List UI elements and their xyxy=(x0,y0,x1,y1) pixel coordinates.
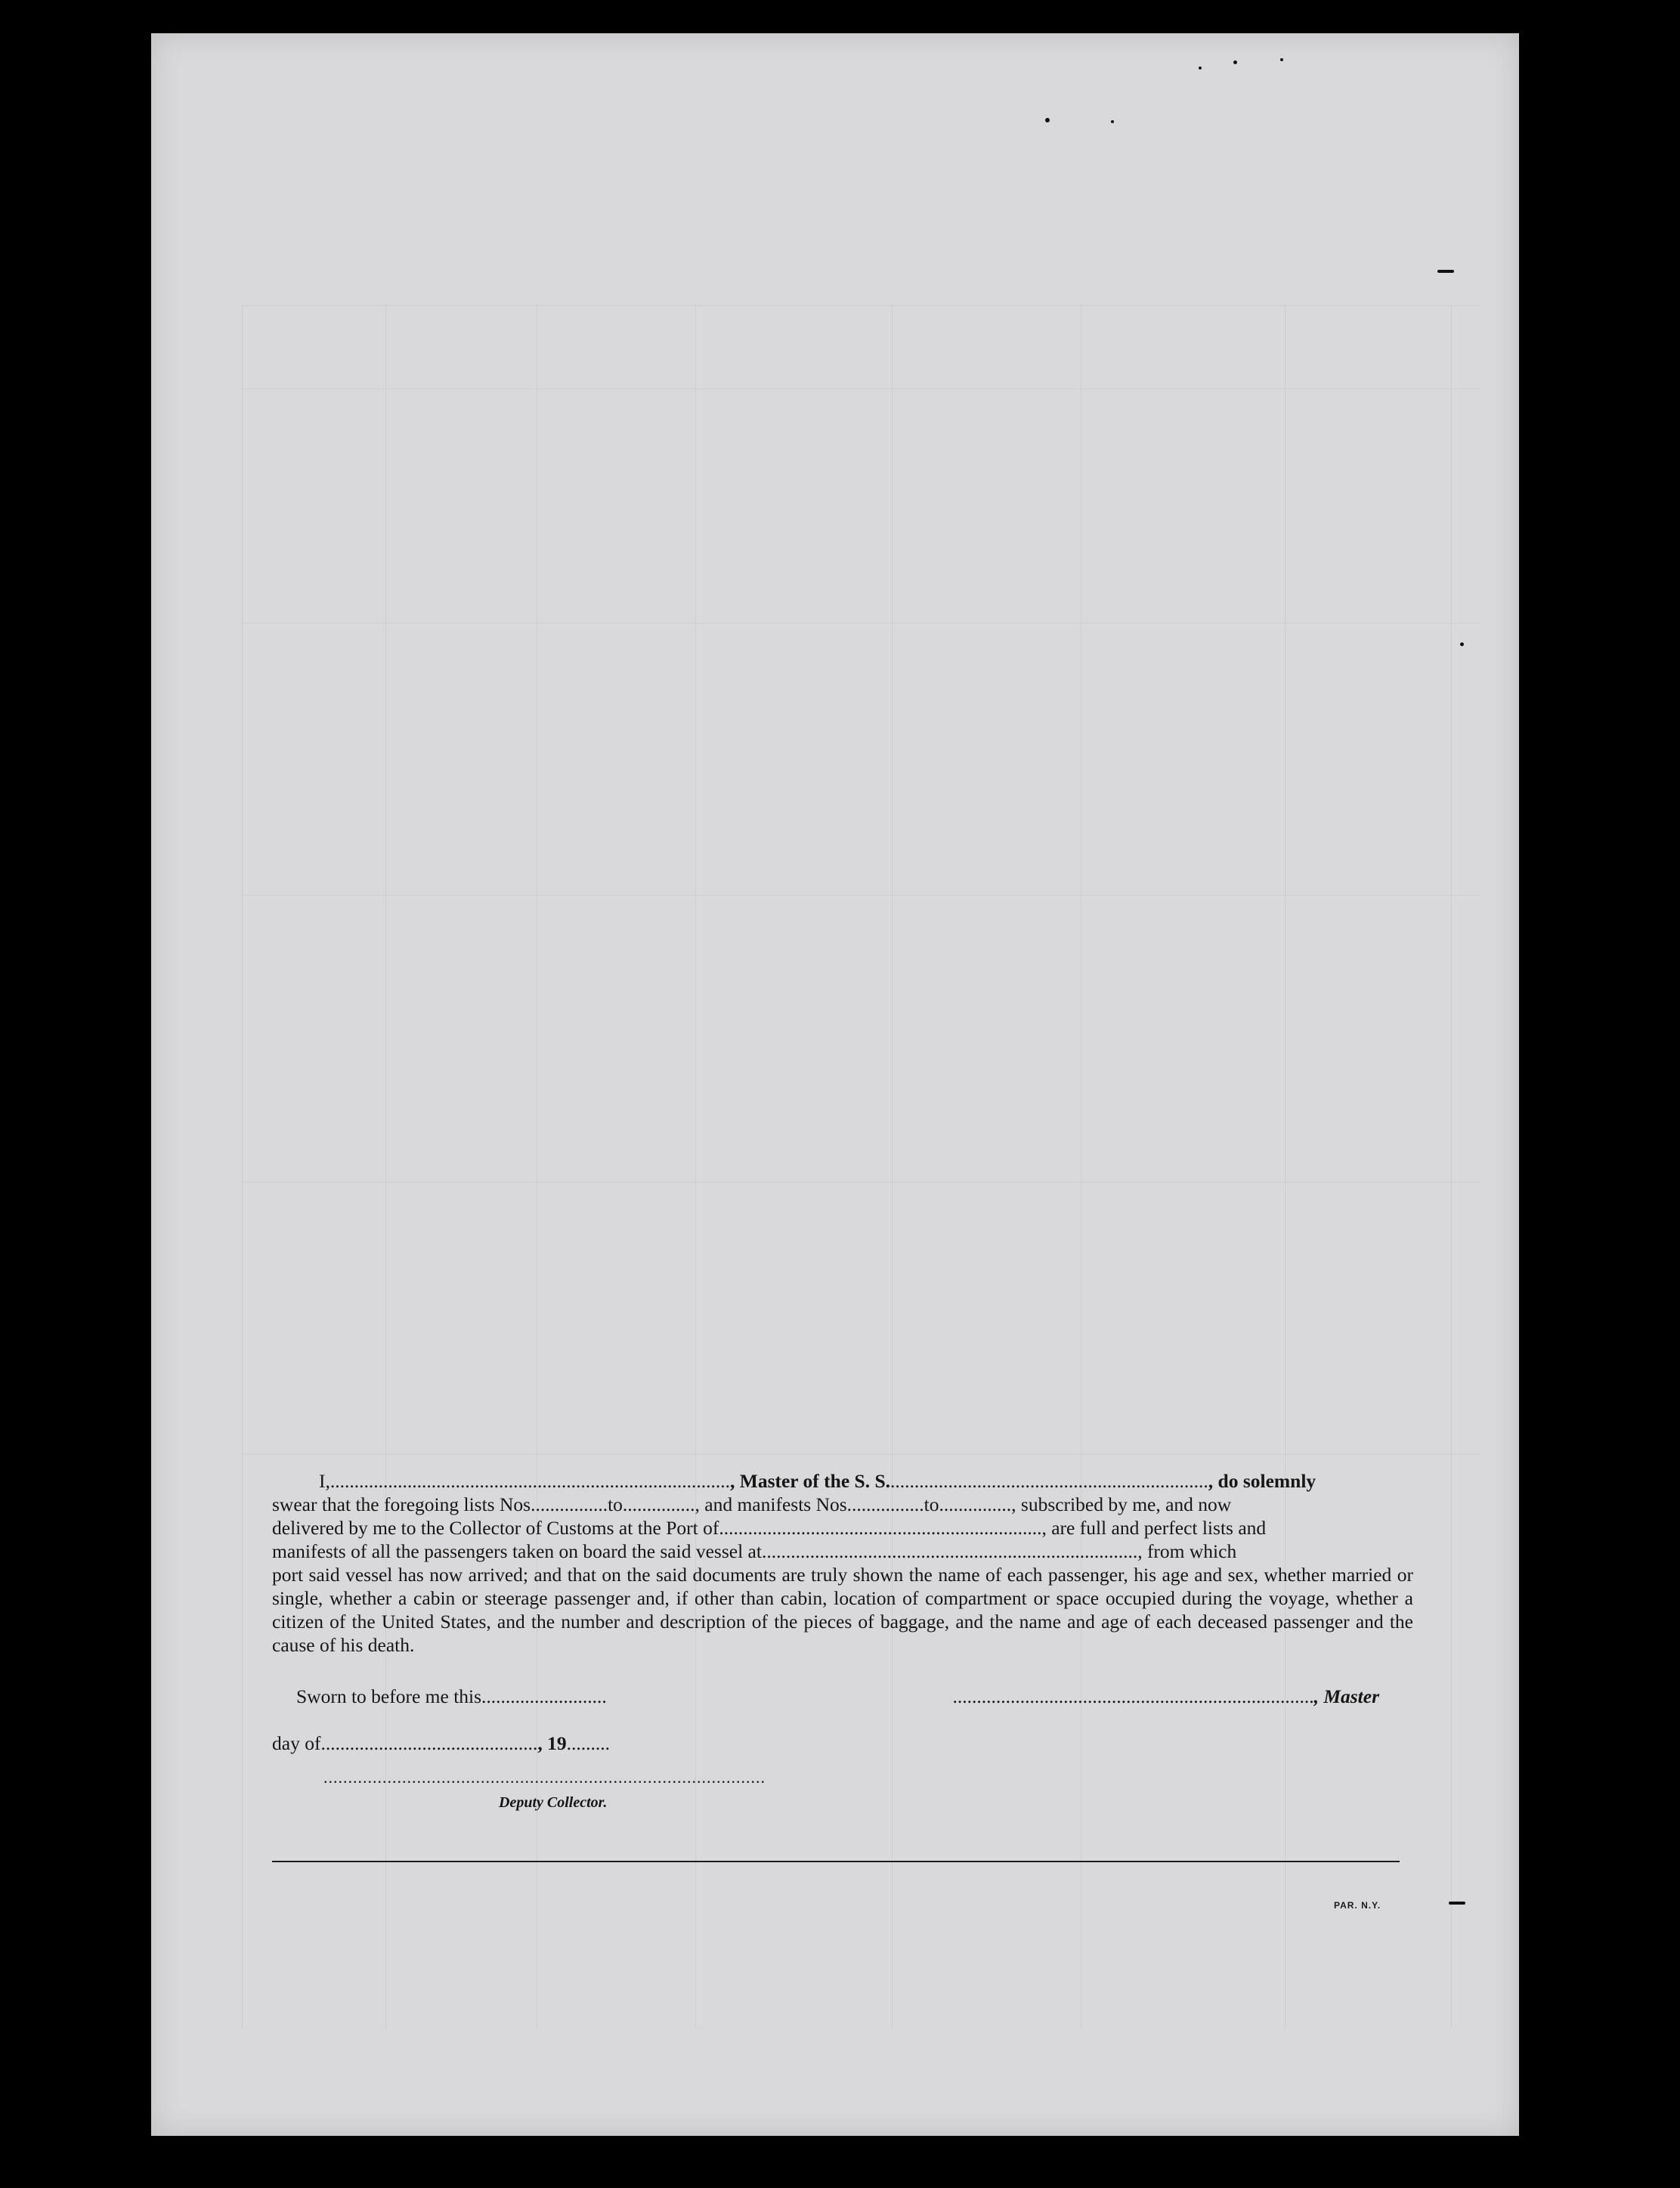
manifests-to-label: to xyxy=(924,1493,939,1515)
manifests-nos-label: , and manifests Nos xyxy=(695,1493,847,1515)
scan-mark xyxy=(1449,1902,1465,1905)
sworn-line xyxy=(296,1685,607,1708)
oath-body-text: port said vessel has now arrived; and that on the said documents are truly shown the name of each passenger, his age and sex, whether married or single, whether a cabin or steerage passenger and, if other than cabin, location of compartment or space occupied during the voyage, whether a citizen of the United States, and the number and description of the pieces of baggage, and the name and age of each deceased passenger and the cause of his death. xyxy=(272,1564,1413,1656)
footer-rule xyxy=(272,1861,1400,1862)
subscribed-label: , subscribed by me, and now xyxy=(1011,1493,1232,1515)
oath-i: I, xyxy=(319,1470,330,1492)
master-label: , Master xyxy=(1313,1685,1379,1707)
full-perfect-label: , are full and perfect lists and xyxy=(1041,1517,1267,1539)
oath-line-port xyxy=(272,1516,1413,1540)
sworn-label: Sworn to before me this xyxy=(296,1685,482,1707)
deputy-signature-blank: .......................................................................................... xyxy=(323,1768,766,1787)
lists-nos-label: swear that the foregoing lists Nos xyxy=(272,1493,531,1515)
port-blank: ................................................................... xyxy=(719,1517,1042,1539)
scan-speck xyxy=(1045,118,1050,122)
oath-line-vessel xyxy=(272,1540,1413,1563)
oath-line-lists xyxy=(272,1493,1413,1516)
master-of-ss-label: , Master of the S. S. xyxy=(730,1470,891,1492)
master-name-blank: ................................................................................... xyxy=(330,1470,730,1492)
scan-speck xyxy=(1460,642,1464,646)
month-blank: ............................................. xyxy=(320,1732,538,1754)
manifests-from-blank: ................ xyxy=(846,1493,924,1515)
from-which-label: , from which xyxy=(1137,1540,1237,1562)
sworn-date-blank: .......................... xyxy=(481,1685,607,1707)
ship-name-blank: .................................................................. xyxy=(890,1470,1208,1492)
scan-speck xyxy=(1233,60,1237,64)
year-blank: ......... xyxy=(566,1732,610,1754)
manifests-to-blank: ............... xyxy=(939,1493,1012,1515)
scan-mark xyxy=(1437,270,1454,273)
oath-paragraph xyxy=(272,1469,1413,1657)
scan-speck xyxy=(1199,67,1202,70)
lists-to-blank: ............... xyxy=(622,1493,695,1515)
deputy-collector-label: Deputy Collector. xyxy=(499,1794,608,1811)
master-signature-blank: ........................................................................... xyxy=(952,1685,1314,1707)
day-of-label: day of xyxy=(272,1732,321,1754)
day-of-line xyxy=(272,1732,610,1755)
do-solemnly-label: , do solemnly xyxy=(1208,1470,1316,1492)
scan-speck xyxy=(1280,58,1283,61)
printer-mark: PAR. N.Y. xyxy=(1334,1900,1381,1911)
document-page xyxy=(151,33,1519,2136)
port-of-label: delivered by me to the Collector of Customs at the Port of xyxy=(272,1517,719,1539)
year-prefix: , 19 xyxy=(537,1732,567,1754)
scan-speck xyxy=(1111,120,1114,123)
vessel-port-blank: .............................................................................. xyxy=(761,1540,1138,1562)
lists-to-label: to xyxy=(608,1493,623,1515)
lists-from-blank: ................ xyxy=(531,1493,608,1515)
vessel-at-label: manifests of all the passengers taken on board the said vessel at xyxy=(272,1540,762,1562)
master-signature-line xyxy=(952,1685,1379,1708)
